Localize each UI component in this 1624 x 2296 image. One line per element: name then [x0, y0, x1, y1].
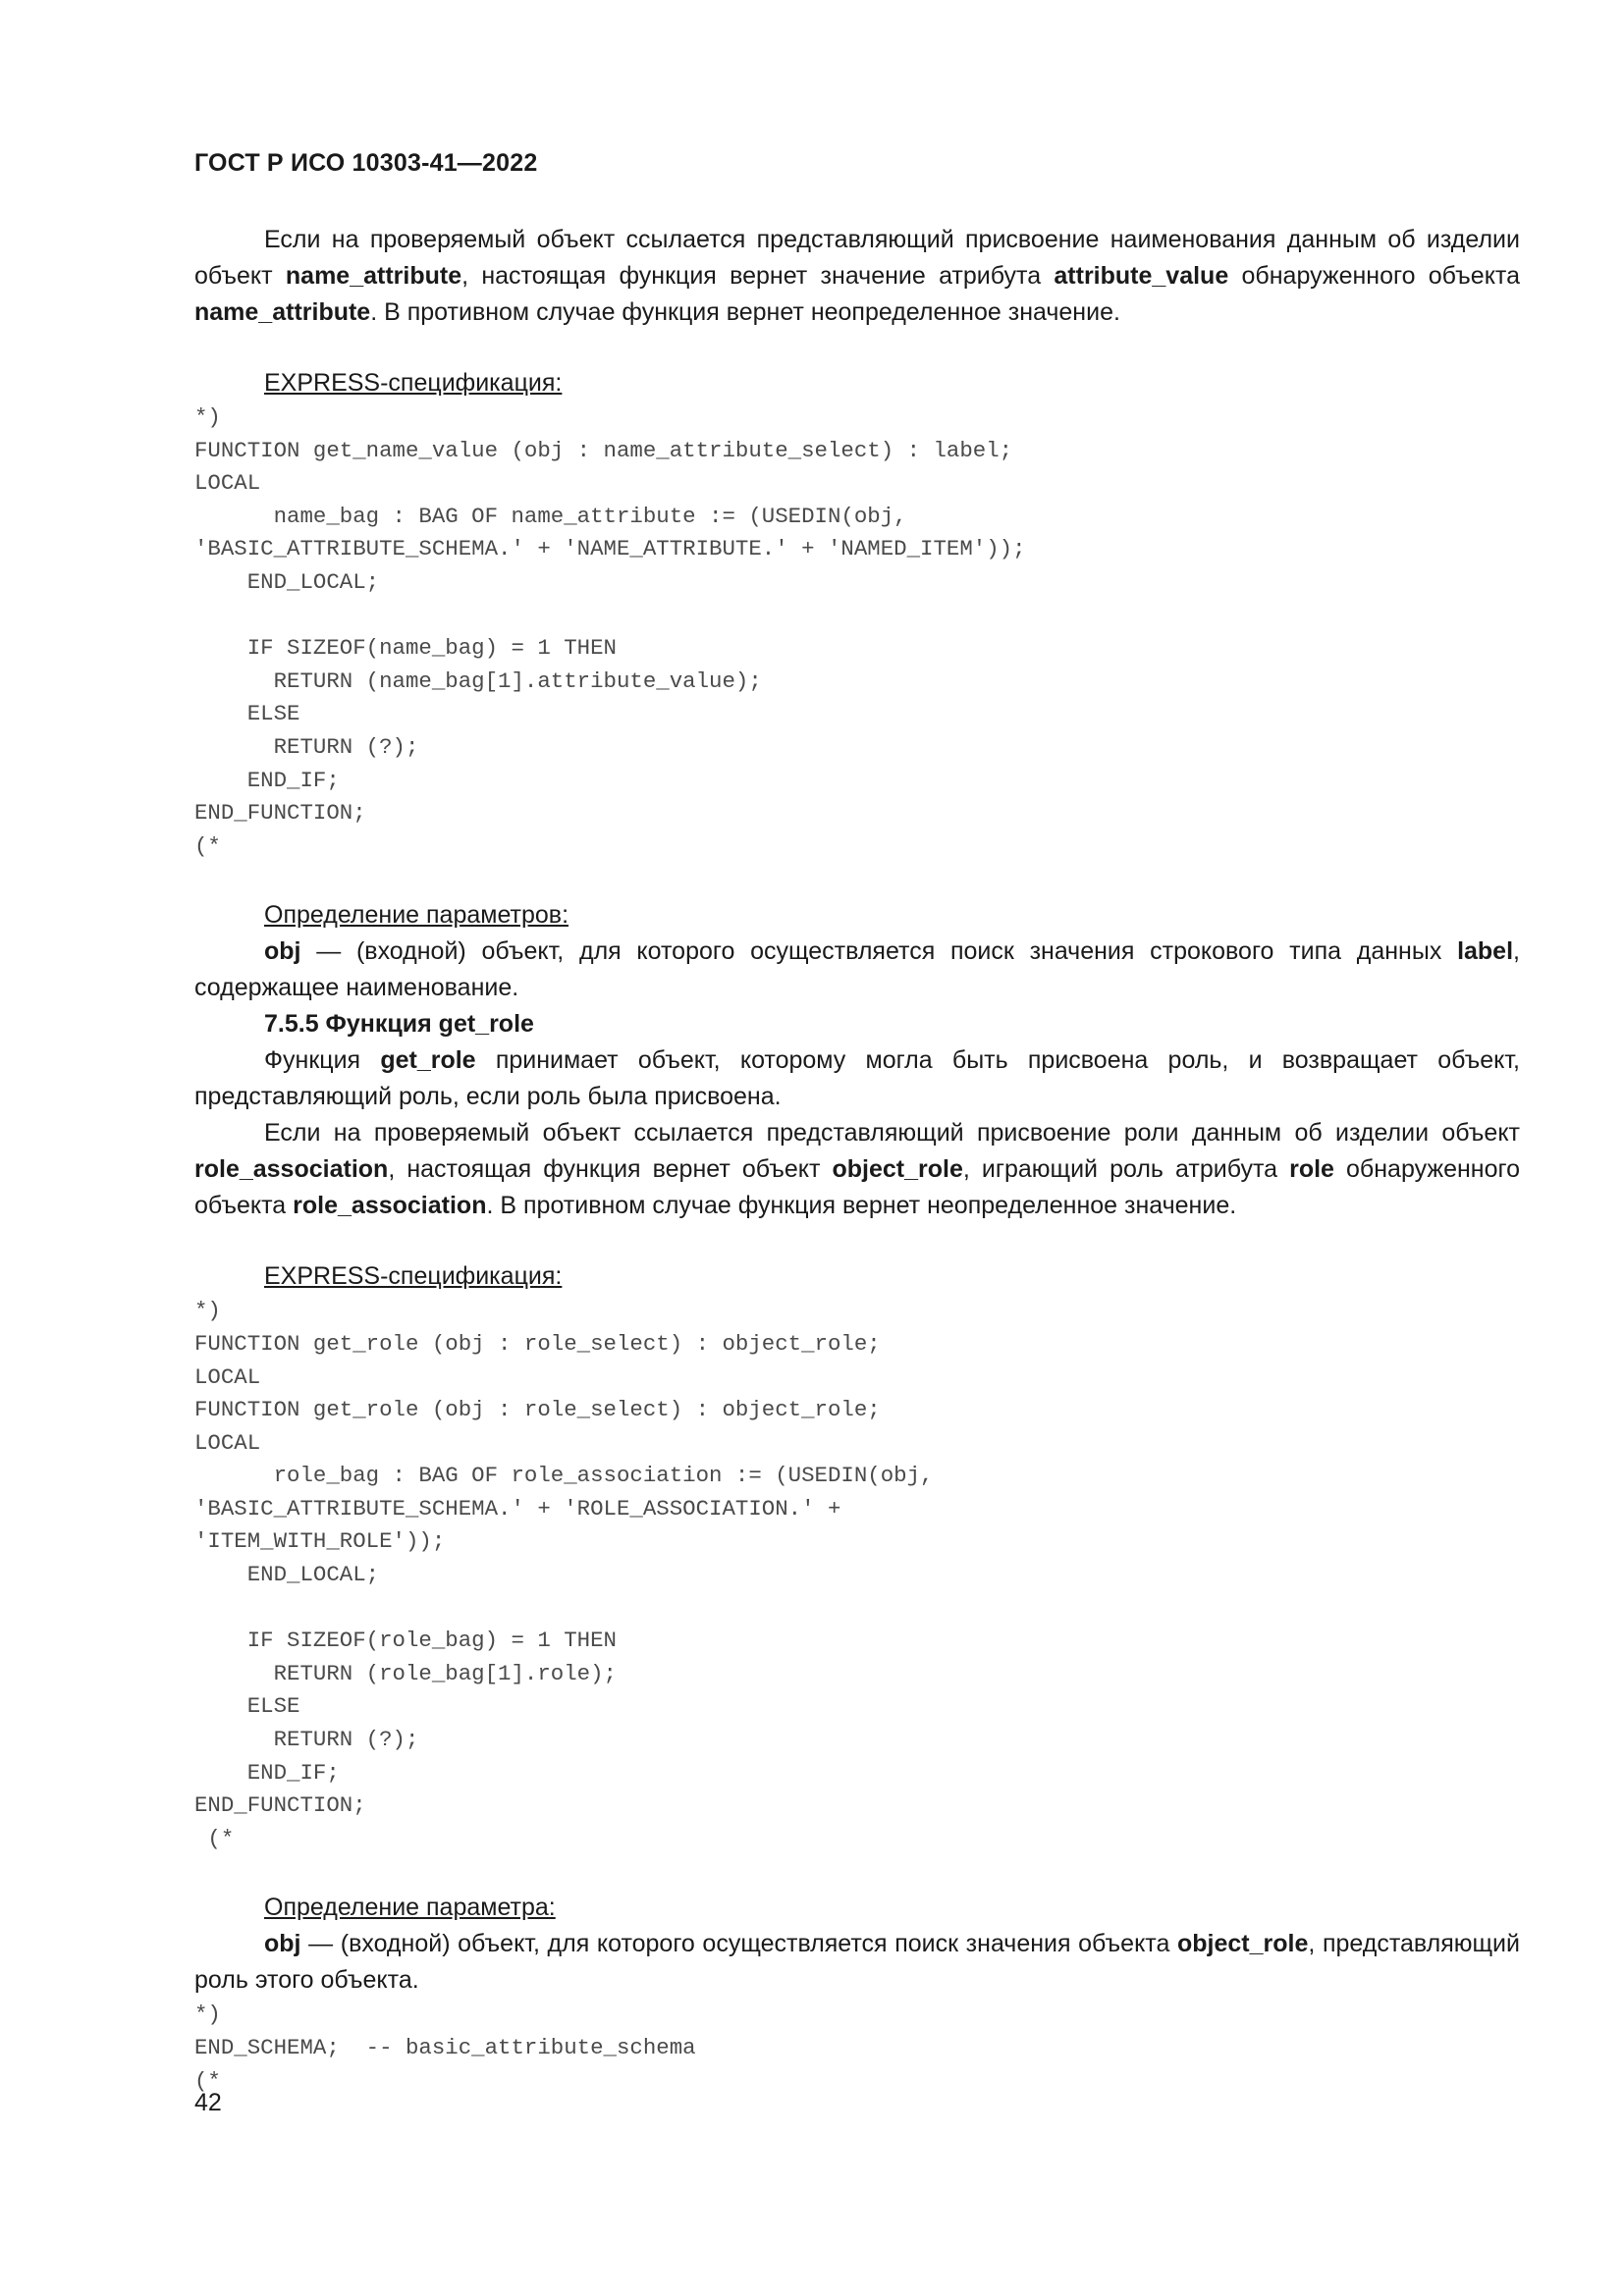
page-body: [194, 222, 1520, 2098]
code-line: name_bag : BAG OF name_attribute := (USEDIN(obj,: [194, 503, 907, 529]
express-spec-label: EXPRESS-спецификация:: [264, 369, 563, 397]
bold-term: obj: [264, 937, 301, 966]
text-run: , представляющий роль этого объекта.: [194, 1930, 1520, 1995]
text-run: , настоящая функция вернет значение атрибута: [461, 262, 1055, 290]
code-line: [194, 1592, 1520, 1626]
paragraph-get-role-description: [194, 1115, 1520, 1224]
code-line: ELSE: [194, 701, 300, 727]
bold-term: attribute_value: [1054, 262, 1229, 290]
text-run: , настоящая функция вернет объект: [388, 1155, 833, 1184]
text-run: — (входной) объект, для которого осуществляется поиск значения строкового типа данных: [300, 937, 1458, 966]
code-line: RETURN (?);: [194, 1727, 419, 1753]
code-line: (*: [194, 2067, 221, 2094]
section-heading-get-role: 7.5.5 Функция get_role: [264, 1010, 534, 1039]
paragraph-name-value-description: [194, 222, 1520, 331]
code-line: [194, 600, 1520, 633]
page-number: 42: [194, 2089, 222, 2116]
text-run: , содержащее наименование.: [194, 937, 1520, 1002]
code-line: IF SIZEOF(name_bag) = 1 THEN: [194, 635, 617, 662]
code-line: (*: [194, 832, 221, 859]
code-line: RETURN (name_bag[1].attribute_value);: [194, 667, 762, 694]
document-page: [194, 0, 1520, 2296]
code-block-get-role: [194, 1295, 1520, 1855]
code-line: END_LOCAL;: [194, 1562, 380, 1588]
bold-term: obj: [264, 1930, 301, 1958]
code-block-get-name-value: [194, 401, 1520, 863]
code-line: END_FUNCTION;: [194, 1792, 366, 1819]
param-obj-description: [194, 934, 1520, 1006]
code-line: 'BASIC_ATTRIBUTE_SCHEMA.' + 'NAME_ATTRIBUTE.' + 'NAMED_ITEM'));: [194, 536, 1026, 562]
code-line: role_bag : BAG OF role_association := (USEDIN(obj,: [194, 1463, 934, 1489]
code-line: FUNCTION get_role (obj : role_select) : object_role;: [194, 1397, 881, 1423]
code-line: LOCAL: [194, 1429, 261, 1456]
bold-term: name_attribute: [194, 298, 371, 326]
bold-term: role_association: [293, 1192, 487, 1220]
bold-term: label: [1457, 937, 1514, 966]
code-line: LOCAL: [194, 1363, 261, 1390]
text-run: обнаруженного объекта: [1228, 262, 1520, 290]
param-obj-role-description: [194, 1926, 1520, 1999]
code-line: *): [194, 1298, 221, 1324]
code-line: END_FUNCTION;: [194, 800, 366, 827]
text-run: обнаруженного объекта: [194, 1155, 1520, 1220]
code-line: END_SCHEMA; -- basic_attribute_schema: [194, 2035, 696, 2060]
bold-term: role: [1289, 1155, 1334, 1184]
code-line: RETURN (role_bag[1].role);: [194, 1660, 617, 1686]
text-run: , играющий роль атрибута: [962, 1155, 1290, 1184]
text-run: Если на проверяемый объект ссылается представляющий присвоение наименования данным об изделии объект: [194, 226, 1520, 290]
text-run: — (входной) объект, для которого осуществляется поиск значения объекта: [300, 1930, 1177, 1958]
code-line: RETURN (?);: [194, 733, 419, 760]
bold-term: object_role: [1177, 1930, 1309, 1958]
bold-term: role_association: [194, 1155, 389, 1184]
bold-term: object_role: [832, 1155, 963, 1184]
params-definition-label: Определение параметров:: [264, 901, 569, 930]
text-run: . В противном случае функция вернет неопределенное значение.: [370, 298, 1120, 326]
code-line: *): [194, 404, 221, 430]
code-line: END_IF;: [194, 767, 340, 793]
bold-term: name_attribute: [285, 262, 462, 290]
code-block-end-schema: [194, 1999, 1520, 2098]
text-run: принимает объект, которому могла быть присвоена роль, и возвращает объект, представляющий роль, если роль была присвоена.: [194, 1046, 1520, 1111]
code-line: END_LOCAL;: [194, 568, 380, 595]
code-line: FUNCTION get_role (obj : role_select) : object_role;: [194, 1330, 881, 1357]
text-run: . В противном случае функция вернет неопределенное значение.: [486, 1192, 1237, 1220]
text-run: Если на проверяемый объект ссылается представляющий присвоение роли данным об изделии объект: [264, 1119, 1520, 1148]
express-spec-label: EXPRESS-спецификация:: [264, 1262, 563, 1291]
code-line: *): [194, 2002, 221, 2028]
code-line: (*: [194, 1825, 235, 1851]
text-run: Функция: [264, 1046, 381, 1075]
code-line: FUNCTION get_name_value (obj : name_attribute_select) : label;: [194, 437, 1013, 463]
code-line: 'BASIC_ATTRIBUTE_SCHEMA.' + 'ROLE_ASSOCIATION.' +: [194, 1495, 841, 1522]
paragraph-get-role-intro: [194, 1042, 1520, 1115]
code-line: LOCAL: [194, 470, 261, 497]
document-header: ГОСТ Р ИСО 10303-41—2022: [194, 149, 538, 177]
code-line: ELSE: [194, 1693, 300, 1720]
bold-term: get_role: [380, 1046, 476, 1075]
code-line: END_IF;: [194, 1759, 340, 1786]
code-line: 'ITEM_WITH_ROLE'));: [194, 1528, 446, 1555]
code-line: IF SIZEOF(role_bag) = 1 THEN: [194, 1628, 617, 1654]
param-definition-label: Определение параметра:: [264, 1894, 556, 1922]
